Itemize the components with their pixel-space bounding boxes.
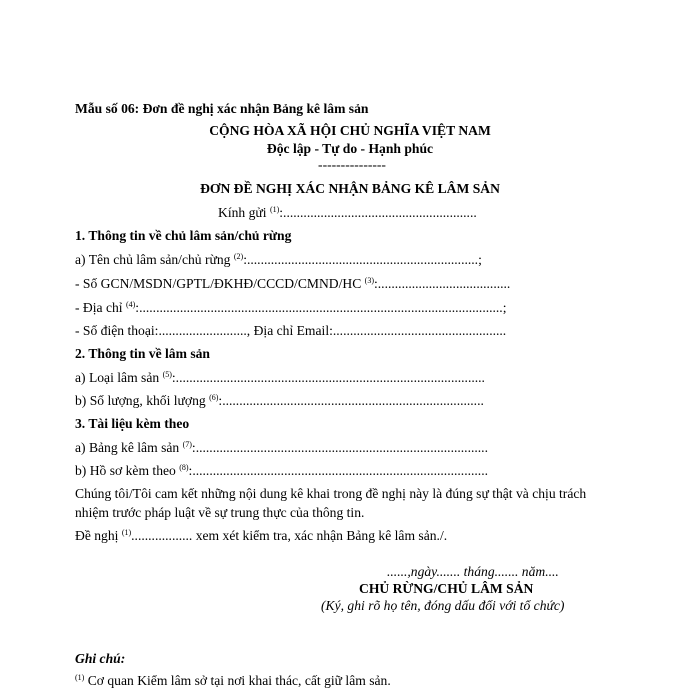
owner-name-field	[75, 252, 482, 268]
footnote-ref: (5)	[162, 370, 172, 379]
owner-name-blank[interactable]: :....................................................................;	[243, 252, 482, 267]
product-type-blank[interactable]: :...........................................................................................	[171, 370, 485, 385]
footnote-ref: (7)	[182, 440, 192, 449]
id-number-blank[interactable]: :.......................................	[374, 276, 511, 291]
address-field	[75, 300, 506, 316]
attached-dossier-blank[interactable]: :.......................................................................................	[188, 463, 488, 478]
footnote-ref: (8)	[179, 463, 189, 472]
divider: ---------------	[318, 157, 386, 172]
forest-product-list-field	[75, 440, 488, 456]
attached-dossier-field	[75, 463, 488, 479]
quantity-field	[75, 393, 484, 409]
product-type-field	[75, 370, 485, 386]
attached-dossier-label: b) Hồ sơ kèm theo	[75, 463, 180, 478]
signer-title: CHỦ RỪNG/CHỦ LÂM SẢN	[359, 581, 534, 596]
footnote-ref: (6)	[209, 393, 219, 402]
quantity-blank[interactable]: :.............................................................................	[218, 393, 484, 408]
request-statement	[75, 528, 447, 544]
address-label: - Địa chỉ	[75, 300, 126, 315]
request-label: Đề nghị	[75, 528, 122, 543]
section2-heading: 2. Thông tin về lâm sản	[75, 346, 210, 361]
section3-heading: 3. Tài liệu kèm theo	[75, 416, 190, 431]
quantity-label: b) Số lượng, khối lượng	[75, 393, 210, 408]
section1-heading: 1. Thông tin về chủ lâm sản/chủ rừng	[75, 228, 292, 243]
owner-name-label: a) Tên chủ lâm sản/chủ rừng	[75, 252, 234, 267]
signer-instruction: (Ký, ghi rõ họ tên, đóng dấu đối với tổ chức)	[321, 598, 565, 613]
footnote-ref: (2)	[233, 252, 244, 261]
notes-heading: Ghi chú:	[75, 651, 126, 666]
commitment-line-2: nhiệm trước pháp luật về sự trung thực của thông tin.	[75, 505, 365, 520]
salutation	[218, 205, 477, 221]
request-blank[interactable]: .................. xem xét kiểm tra, xác nhận Bảng kê lâm sản./.	[131, 528, 448, 543]
product-type-label: a) Loại lâm sản	[75, 370, 163, 385]
national-title: CỘNG HÒA XÃ HỘI CHỦ NGHĨA VIỆT NAM	[209, 123, 491, 138]
form-label: Mẫu số 06: Đơn đề nghị xác nhận Bảng kê lâm sản	[75, 101, 369, 116]
note-1-text: Cơ quan Kiểm lâm sở tại nơi khai thác, cất giữ lâm sản.	[84, 673, 391, 688]
footnote-ref: (1)	[121, 528, 132, 537]
salutation-text: Kính gửi	[218, 205, 270, 220]
id-number-label: - Số GCN/MSDN/GPTL/ĐKHĐ/CCCD/CMND/HC	[75, 276, 365, 291]
footnote-ref: (1)	[75, 673, 85, 682]
commitment-line-1: Chúng tôi/Tôi cam kết những nội dung kê khai trong đề nghị này là đúng sự thật và chịu trách	[75, 486, 587, 501]
footnote-ref: (1)	[269, 205, 280, 214]
phone-email-field[interactable]: - Số điện thoại:.........................., Địa chỉ Email:...................................................	[75, 323, 507, 338]
salutation-blank[interactable]: :.........................................................	[279, 205, 477, 220]
address-blank[interactable]: :...........................................................................................................;	[135, 300, 507, 315]
footnote-ref: (3)	[364, 276, 374, 285]
footnote-ref: (4)	[125, 300, 136, 309]
note-1	[75, 673, 391, 689]
motto: Độc lập - Tự do - Hạnh phúc	[266, 141, 434, 156]
id-number-field	[75, 276, 510, 292]
forest-product-list-blank[interactable]: :......................................................................................	[191, 440, 488, 455]
forest-product-list-label: a) Bảng kê lâm sản	[75, 440, 183, 455]
date-line[interactable]: ......,ngày....... tháng....... năm....	[387, 564, 559, 579]
document-title: ĐƠN ĐỀ NGHỊ XÁC NHẬN BẢNG KÊ LÂM SẢN	[200, 181, 500, 196]
